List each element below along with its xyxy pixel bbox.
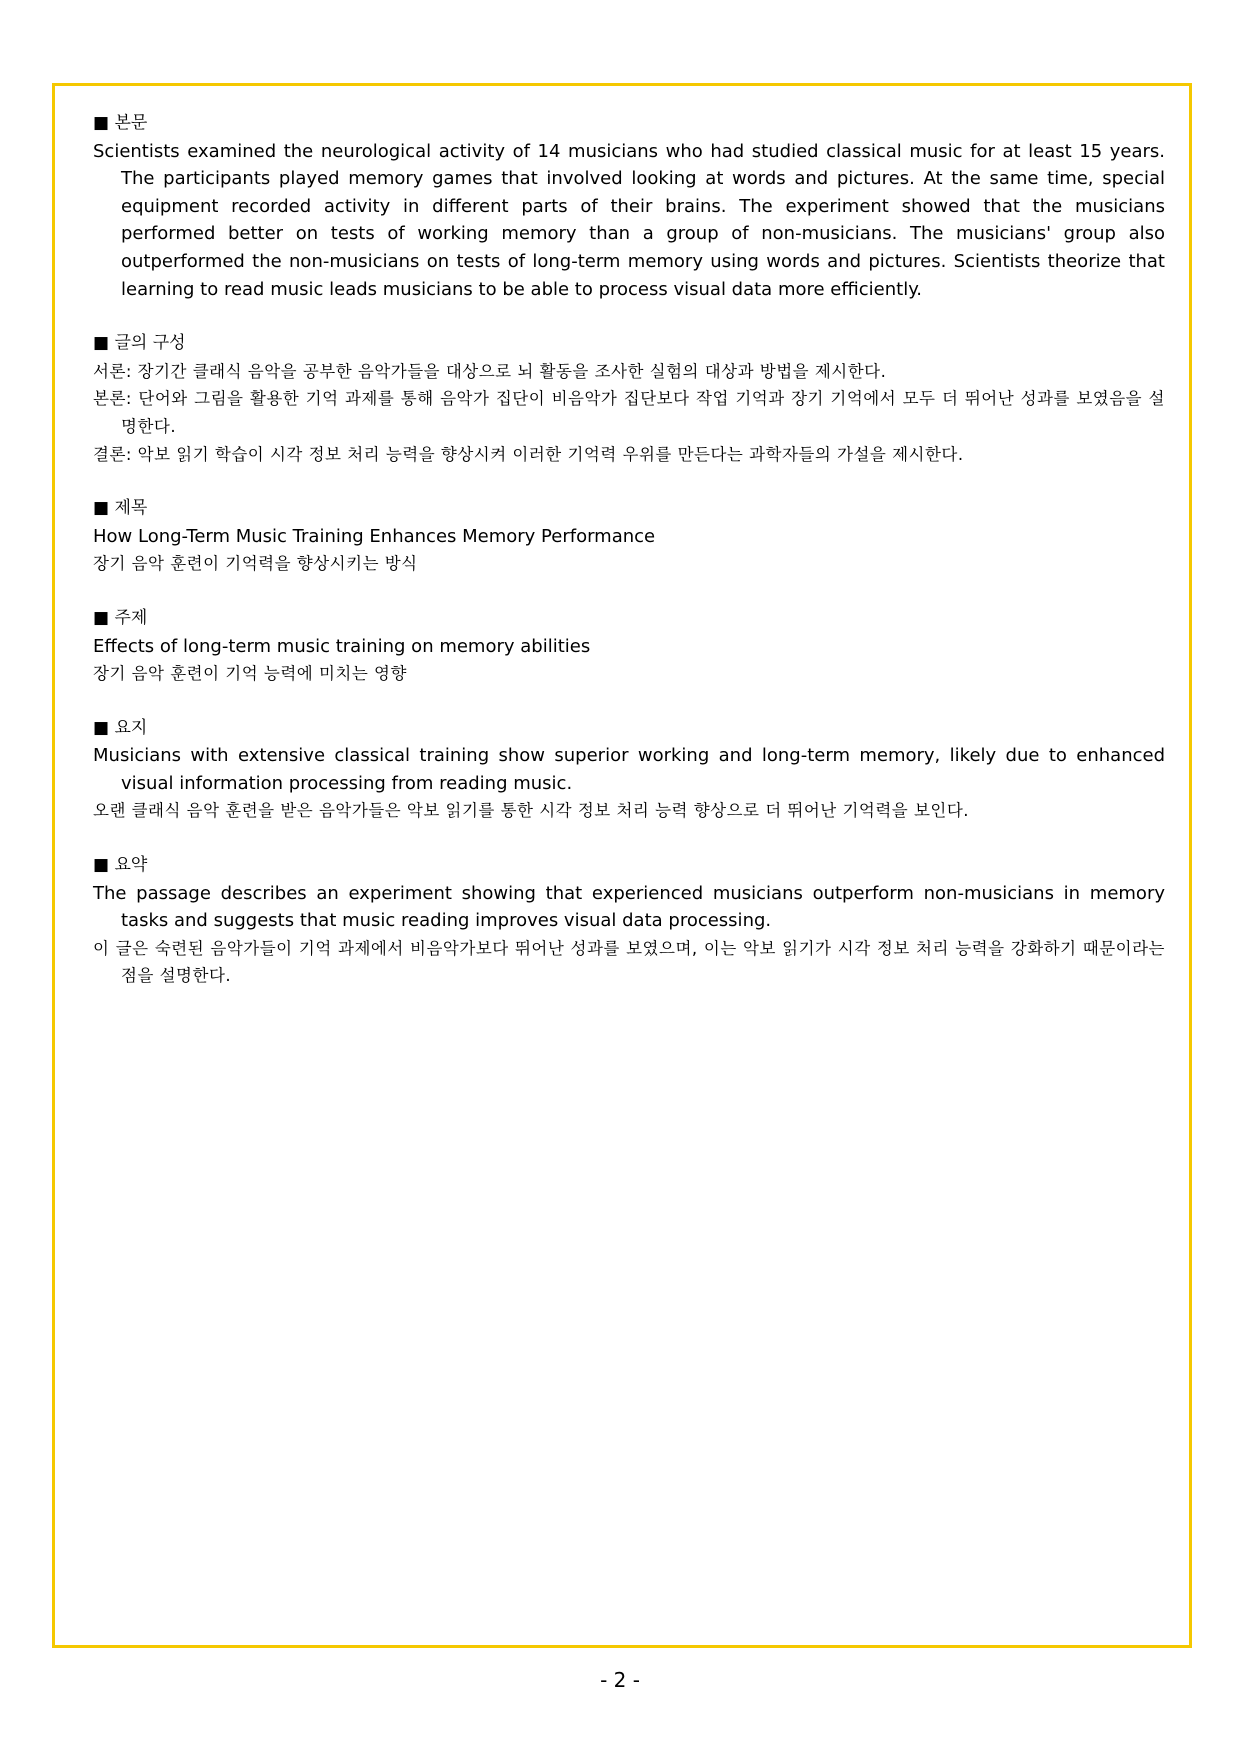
paragraph: 장기 음악 훈련이 기억력을 향상시키는 방식 — [93, 554, 418, 574]
paragraph: 결론: 악보 읽기 학습이 시각 정보 처리 능력을 향상시켜 이러한 기억력 우위를 만든다는 과학자들의 가설을 제시한다. — [93, 444, 964, 464]
section-heading: ■ 요약 — [93, 855, 148, 876]
paragraph: Scientists examined the neurological activity of 14 musicians who had studied classical music for at least 15 years. The participants played memory games that involved looking at words and pictures. At the same time, special equipment recorded activity in different parts of their brains. The experiment showed that the musicians performed better on tests of working memory than a group of non-musicians. The musicians' group also outperformed the non-musicians on tests of long-term memory using words and pictures. Scientists theorize that learning to read music leads musicians to be able to process visual data more efficiently. — [93, 140, 1165, 300]
paragraph: 오랜 클래식 음악 훈련을 받은 음악가들은 악보 읽기를 통한 시각 정보 처리 능력 향상으로 더 뛰어난 기억력을 보인다. — [93, 801, 970, 821]
section — [93, 715, 1165, 825]
paragraph: 이 글은 숙련된 음악가들이 기억 과제에서 비음악가보다 뛰어난 성과를 보였으며, 이는 악보 읽기가 시각 정보 처리 능력을 강화하기 때문이라는 점을 설명한다. — [93, 938, 1165, 986]
section — [93, 495, 1165, 578]
paragraph: Effects of long-term music training on memory abilities — [93, 635, 591, 657]
section — [93, 852, 1165, 990]
section-heading: ■ 글의 구성 — [93, 333, 186, 354]
paragraph: 서론: 장기간 클래식 음악을 공부한 음악가들을 대상으로 뇌 활동을 조사한 실험의 대상과 방법을 제시한다. — [93, 361, 887, 381]
section-heading: ■ 본문 — [93, 113, 148, 133]
section-heading: ■ 제목 — [93, 498, 148, 519]
paragraph: How Long-Term Music Training Enhances Memory Performance — [93, 525, 656, 547]
page-number: - 2 - — [600, 1668, 640, 1692]
section — [93, 605, 1165, 688]
document-body — [93, 110, 1165, 1017]
section-heading: ■ 주제 — [93, 607, 148, 628]
section — [93, 110, 1165, 303]
paragraph: 장기 음악 훈련이 기억 능력에 미치는 영향 — [93, 664, 407, 684]
section — [93, 330, 1165, 468]
paragraph: The passage describes an experiment showing that experienced musicians outperform non-musicians in memory tasks and suggests that music reading improves visual data processing. — [93, 882, 1165, 932]
paragraph: Musicians with extensive classical training show superior working and long-term memory, likely due to enhanced visual information processing from reading music. — [93, 745, 1165, 794]
section-heading: ■ 요지 — [93, 717, 148, 738]
paragraph: 본론: 단어와 그림을 활용한 기억 과제를 통해 음악가 집단이 비음악가 집단보다 작업 기억과 장기 기억에서 모두 더 뛰어난 성과를 보였음을 설명한다. — [93, 389, 1165, 436]
